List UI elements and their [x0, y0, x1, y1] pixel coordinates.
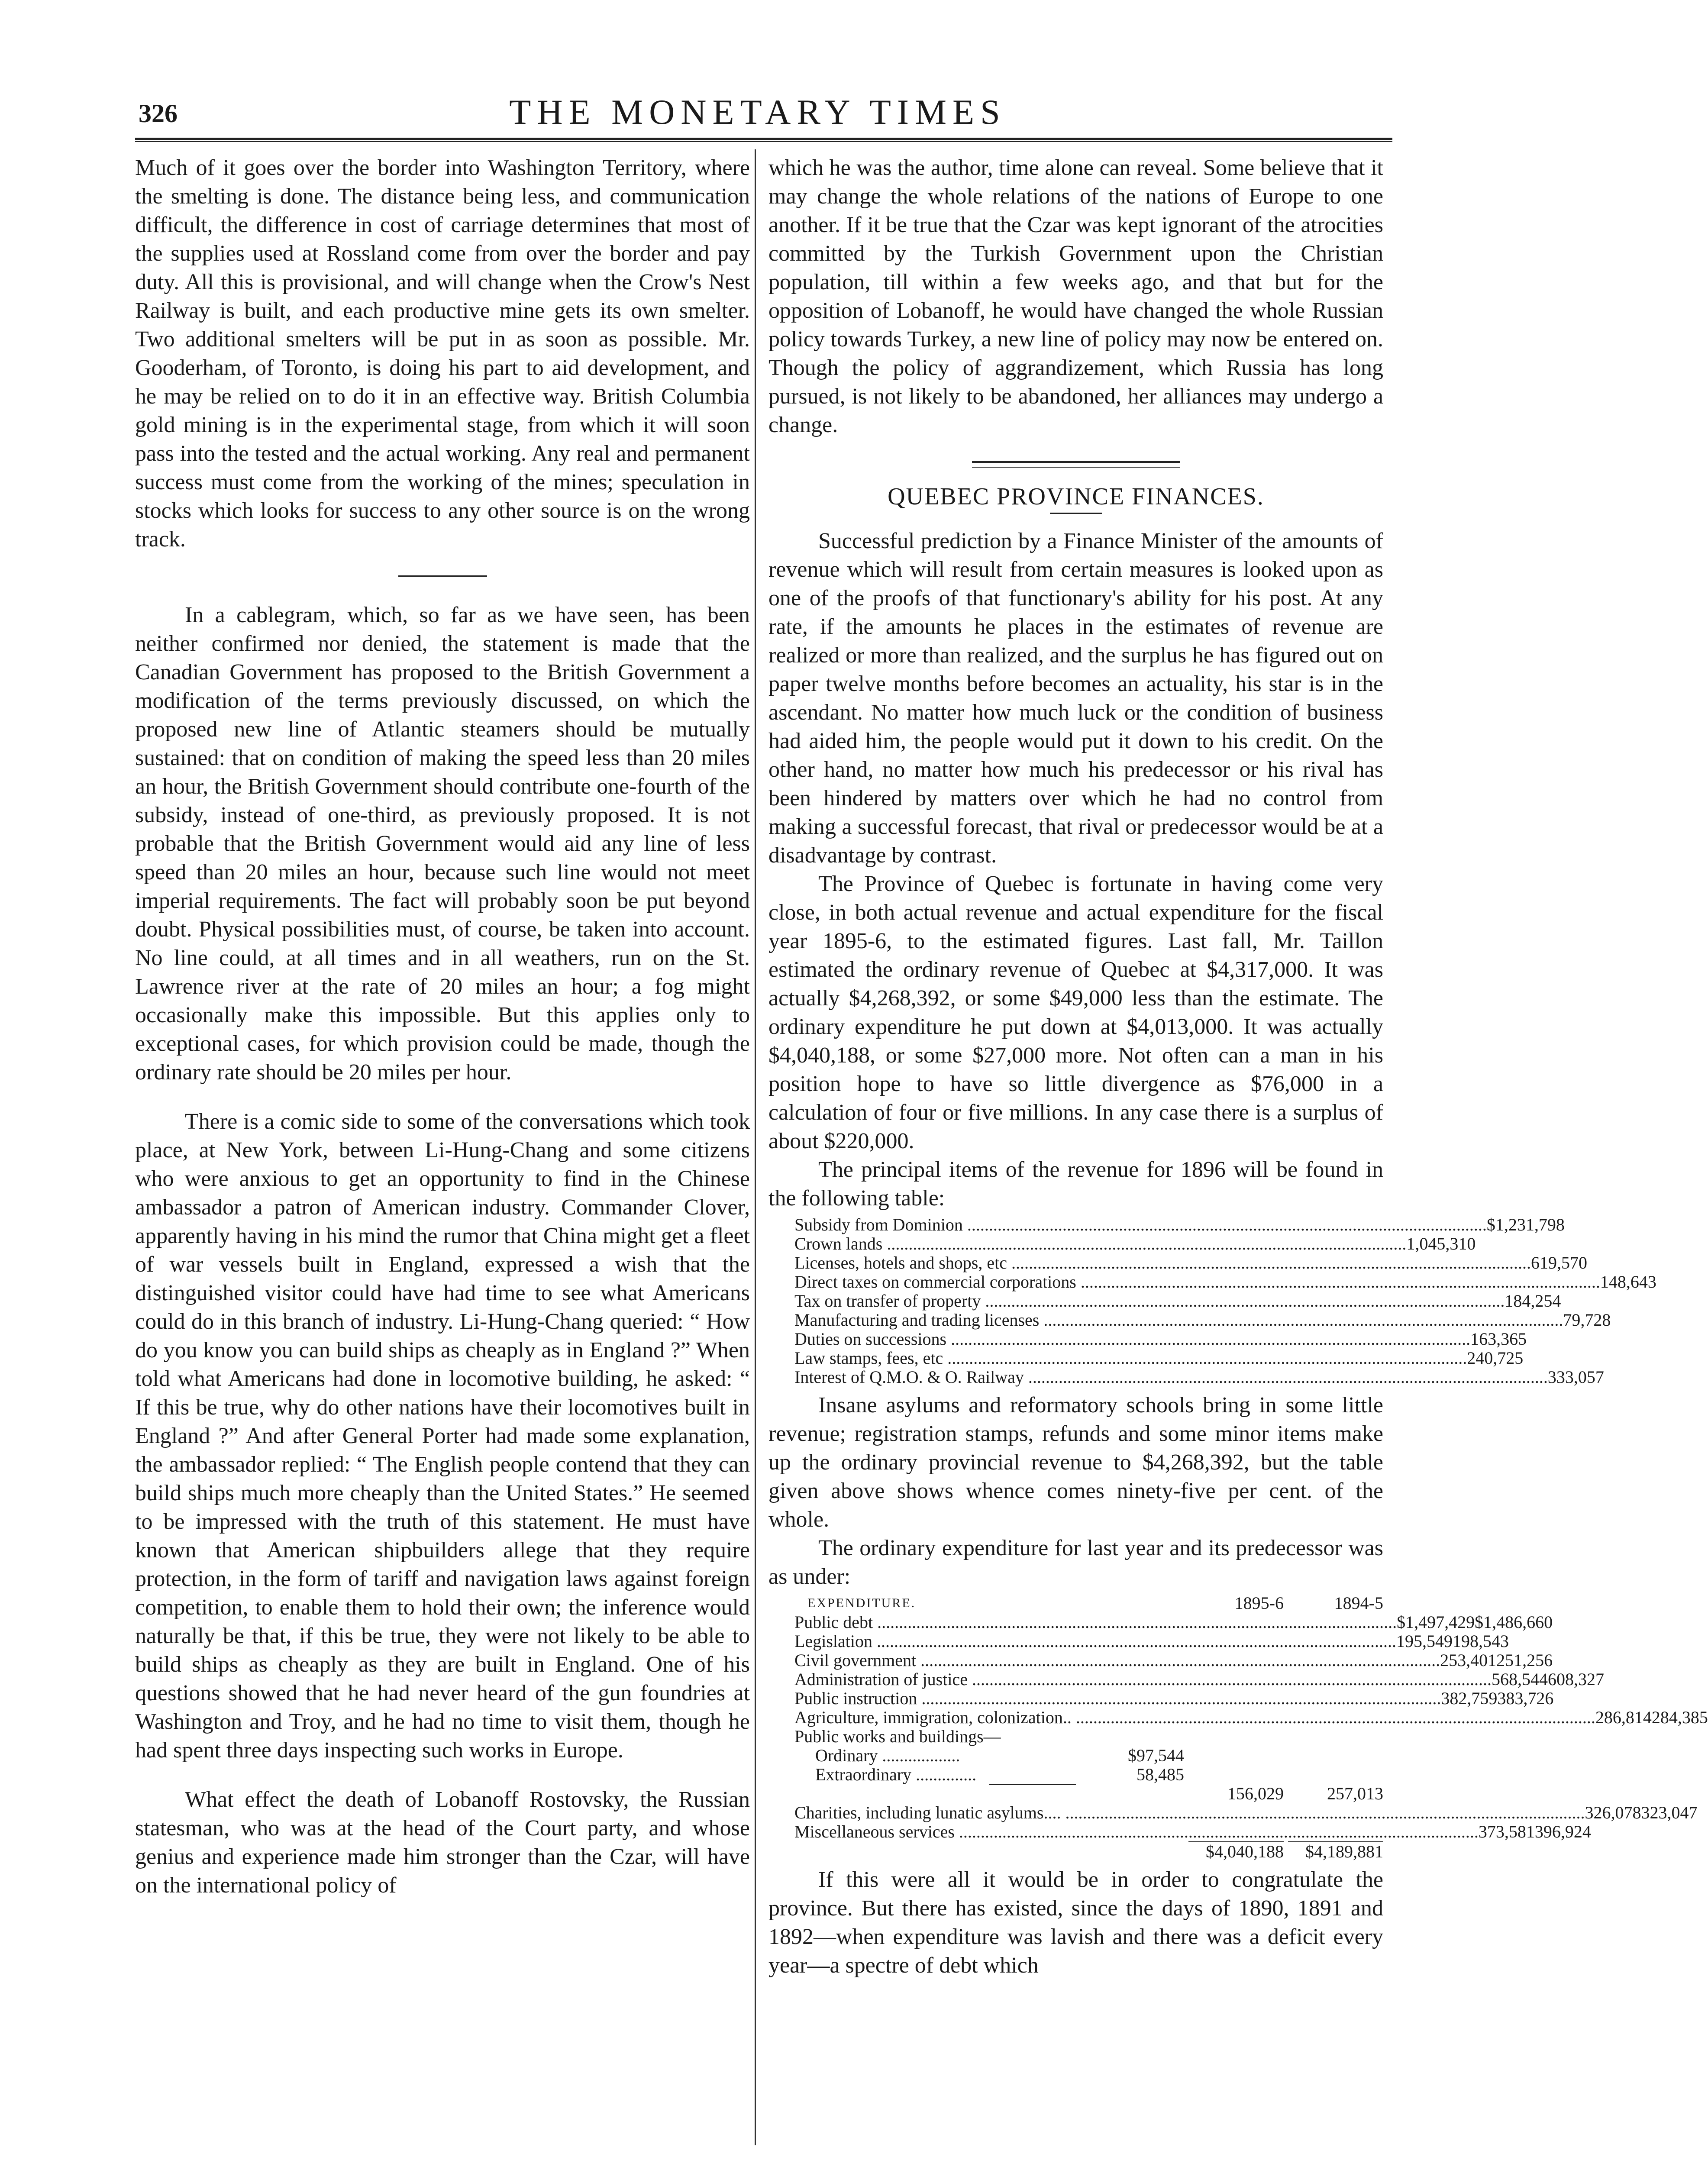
- public-works-total-row: [794, 1784, 1383, 1803]
- public-works-row: [794, 1727, 1383, 1746]
- paragraph-mining: Much of it goes over the border into Washington Territory, where the smelting is done. The distance being less, and communication difficult, the difference in cost of carriage determines that most of the supplies used at Rossland come from over the border and pay duty. All this is provisional, and will change when the Crow's Nest Railway is built, and each productive mine gets its own smelter. Two additional smelters will be put in as soon as possible. Mr. Gooderham, of Toronto, is doing his part to aid development, and he may be relied on to do it in an effective way. British Columbia gold mining is in the experimental stage, from which it will soon pass into the tested and the actual working. Any real and permanent success must come from the working of the mines; speculation in stocks which looks for success to any other source is on the wrong track.: [135, 155, 750, 552]
- expenditure-row: [794, 1650, 1553, 1670]
- ordinary-row: [794, 1746, 1383, 1765]
- paragraph-expenditure-intro: The ordinary expenditure for last year and its predecessor was as under:: [768, 1536, 1383, 1589]
- revenue-label: Law stamps, fees, etc ........................................................................................................................: [794, 1348, 1467, 1368]
- expenditure-value-1895-6: 373,581: [1478, 1822, 1535, 1841]
- column-divider: [755, 149, 756, 2145]
- public-works-label: Public works and buildings—: [794, 1727, 1001, 1746]
- revenue-label: Manufacturing and trading licenses ........................................................................................................................: [794, 1310, 1563, 1330]
- expenditure-total-row: [794, 1842, 1383, 1861]
- expenditure-row: [794, 1689, 1554, 1708]
- expenditure-row: [794, 1631, 1509, 1651]
- paragraph-lobanoff: What effect the death of Lobanoff Rostovsky, the Russian statesman, who was at the head of the Court party, and whose genius and experience made him stronger than the Czar, will have on the international policy of: [135, 1787, 750, 1898]
- revenue-value: $1,231,798: [1486, 1215, 1565, 1234]
- revenue-label: Tax on transfer of property ........................................................................................................................: [794, 1291, 1505, 1311]
- expenditure-label: Charities, including lunatic asylums.... ........................................................................................................................: [794, 1803, 1585, 1822]
- expenditure-label: Public debt ........................................................................................................................: [794, 1612, 1397, 1632]
- expenditure-row: [794, 1803, 1698, 1822]
- expenditure-label: Public instruction ........................................................................................................................: [794, 1689, 1441, 1708]
- public-works-total-2: 257,013: [1327, 1784, 1383, 1803]
- extraordinary-row: [794, 1765, 1383, 1784]
- revenue-row: [794, 1234, 1476, 1253]
- expenditure-value-1895-6: 382,759: [1441, 1689, 1498, 1708]
- revenue-label: Direct taxes on commercial corporations ........................................................................................................................: [794, 1272, 1600, 1292]
- ordinary-label: Ordinary ..................: [815, 1746, 960, 1765]
- revenue-row: [794, 1272, 1656, 1292]
- ordinary-label-text: Ordinary: [815, 1746, 878, 1765]
- revenue-label: Crown lands ........................................................................................................................: [794, 1234, 1407, 1253]
- expenditure-row: [794, 1612, 1553, 1632]
- extraordinary-label: Extraordinary ..............: [815, 1765, 977, 1784]
- title-underline: [1050, 513, 1102, 514]
- blank: [1284, 1765, 1383, 1784]
- revenue-value: 333,057: [1547, 1367, 1604, 1387]
- right-column: [768, 154, 1708, 2141]
- section-divider: [398, 575, 487, 577]
- expenditure-value-1894-5: 608,327: [1547, 1669, 1604, 1689]
- expenditure-label: Miscellaneous services ........................................................................................................................: [794, 1822, 1479, 1841]
- ordinary-value: $97,544: [1128, 1746, 1184, 1765]
- expenditure-header-row: [794, 1594, 1383, 1613]
- revenue-row: [794, 1253, 1587, 1272]
- expenditure-head-label: EXPENDITURE.: [807, 1596, 916, 1610]
- public-works-total-1: 156,029: [1227, 1784, 1284, 1803]
- extraordinary-value: 58,485: [1137, 1765, 1184, 1784]
- revenue-value: 148,643: [1600, 1272, 1656, 1292]
- revenue-label: Duties on successions ........................................................................................................................: [794, 1329, 1471, 1349]
- expenditure-value-1894-5: 323,047: [1641, 1803, 1698, 1822]
- expenditure-label: Legislation ........................................................................................................................: [794, 1631, 1396, 1651]
- revenue-row: [794, 1291, 1561, 1311]
- subtotal-line: [989, 1784, 1076, 1785]
- expenditure-table: [794, 1593, 1708, 1861]
- expenditure-row: [794, 1822, 1591, 1841]
- revenue-table: [794, 1215, 1656, 1387]
- expenditure-total-2: $4,189,881: [1305, 1842, 1383, 1861]
- expenditure-head-year2: 1894-5: [1334, 1593, 1383, 1613]
- expenditure-value-1895-6: 195,549: [1396, 1631, 1453, 1651]
- expenditure-value-1894-5: 251,256: [1496, 1650, 1553, 1670]
- expenditure-label: Civil government ........................................................................................................................: [794, 1650, 1440, 1670]
- spacer: [135, 1087, 750, 1108]
- expenditure-value-1894-5: 396,924: [1534, 1822, 1591, 1841]
- expenditure-row: [794, 1669, 1604, 1689]
- paragraph-spectre-of-debt: If this were all it would be in order to congratulate the province. But there has existed, since the days of 1890, 1891 and 1892—when expenditure was lavish and there was a deficit every year—a spectre of debt which: [768, 1867, 1383, 1978]
- revenue-label: Subsidy from Dominion ........................................................................................................................: [794, 1215, 1487, 1234]
- section-double-rule: [972, 461, 1180, 468]
- left-column: [135, 154, 750, 2141]
- revenue-value: 163,365: [1470, 1329, 1527, 1349]
- paragraph-minor-revenue: Insane asylums and reformatory schools bring in some little revenue; registration stamps, refunds and some minor items make up the ordinary provincial revenue to $4,268,392, but the table given above shows whence comes ninety-five per cent. of the whole.: [768, 1393, 1383, 1532]
- revenue-value: 184,254: [1505, 1291, 1561, 1311]
- paragraph-quebec-revenue: The Province of Quebec is fortunate in having come very close, in both actual revenue and actual expenditure for the fiscal year 1895-6, to the estimated figures. Last fall, Mr. Taillon estimated the ordinary revenue of Quebec at $4,317,000. It was actually $4,268,392, or some $49,000 less than the estimate. The ordinary expenditure he put down at $4,013,000. It was actually $4,040,188, or some $27,000 more. Not often can a man in his position hope to have so little divergence as $76,000 in a calculation of four or five millions. In any case there is a surplus of about $220,000.: [768, 872, 1383, 1153]
- extraordinary-label-text: Extraordinary: [815, 1765, 912, 1784]
- masthead-title: THE MONETARY TIMES: [509, 92, 1006, 132]
- expenditure-label: Administration of justice ........................................................................................................................: [794, 1669, 1492, 1689]
- blank: [1184, 1765, 1284, 1784]
- expenditure-value-1895-6: $1,497,429: [1397, 1612, 1475, 1632]
- paragraph-table-intro: The principal items of the revenue for 1896 will be found in the following table:: [768, 1157, 1383, 1211]
- revenue-value: 1,045,310: [1406, 1234, 1476, 1253]
- revenue-row: [794, 1329, 1527, 1349]
- expenditure-value-1894-5: 383,726: [1497, 1689, 1554, 1708]
- expenditure-total-1: $4,040,188: [1206, 1842, 1284, 1861]
- revenue-value: 79,728: [1563, 1310, 1611, 1330]
- expenditure-value-1894-5: 284,385: [1651, 1708, 1708, 1727]
- paragraph-finance-minister: Successful prediction by a Finance Minister of the amounts of revenue which will result from certain measures is looked upon as one of the proofs of that functionary's ability for his post. At any rate, if the amounts he places in the estimates of revenue are realized or more than realized, and the surplus he has figured out on paper twelve months before becomes an actuality, his star is in the ascendant. No matter how much luck or the condition of business had aided him, the people would put it down to his credit. On the other hand, no matter how much his predecessor or his rival has been hindered by matters over which he had no control from making a successful forecast, that rival or predecessor would be at a disadvantage by contrast.: [768, 529, 1383, 868]
- revenue-value: 240,725: [1467, 1348, 1524, 1368]
- expenditure-label: Agriculture, immigration, colonization.. ........................................................................................................................: [794, 1708, 1595, 1727]
- spacer: [135, 1765, 750, 1786]
- expenditure-value-1894-5: 198,543: [1452, 1631, 1509, 1651]
- expenditure-value-1895-6: 568,544: [1491, 1669, 1548, 1689]
- paragraph-czar-policy: which he was the author, time alone can reveal. Some believe that it may change the whole relations of the nations of Europe to one another. If it be true that the Czar was kept ignorant of the atrocities committed by the Turkish Government upon the Christian population, till within a few weeks ago, and that but for the opposition of Lobanoff, he would have changed the whole Russian policy towards Turkey, a new line of policy may now be entered on. Though the policy of aggrandizement, which Russia has long pursued, is not likely to be abandoned, her alliances may undergo a change.: [768, 155, 1383, 437]
- blank: [1284, 1746, 1383, 1765]
- expenditure-value-1894-5: $1,486,660: [1475, 1612, 1553, 1632]
- expenditure-value-1895-6: 253,401: [1440, 1650, 1497, 1670]
- revenue-row: [794, 1310, 1611, 1330]
- blank: [1184, 1746, 1284, 1765]
- expenditure-row: [794, 1708, 1708, 1727]
- revenue-label: Interest of Q.M.O. & O. Railway ........................................................................................................................: [794, 1367, 1548, 1387]
- expenditure-value-1895-6: 326,078: [1585, 1803, 1641, 1822]
- revenue-value: 619,570: [1531, 1253, 1587, 1272]
- page-number: 326: [139, 99, 178, 128]
- paragraph-cablegram: In a cablegram, which, so far as we have seen, has been neither confirmed nor denied, the statement is made that the Canadian Government has proposed to the British Government a modification of the terms previously discussed, on which the proposed new line of Atlantic steamers should be mutually sustained: that on condition of making the speed less than 20 miles an hour, the British Government should contribute one-fourth of the subsidy, instead of one-third, as previously proposed. It is not probable that the British Government would aid any line of less speed than 20 miles an hour, because such line would not meet imperial requirements. The fact will probably soon be put beyond doubt. Physical possibilities must, of course, be taken into account. No line could, at all times and in all weathers, run on the St. Lawrence river at the rate of 20 miles an hour; a fog might occasionally make this impossible. But this applies only to exceptional cases, for which provision could be made, though the ordinary rate should be 20 miles per hour.: [135, 603, 750, 1085]
- paragraph-li-hung-chang: There is a comic side to some of the conversations which took place, at New York, between Li-Hung-Chang and some citizens who were anxious to get an opportunity to find in the Chinese ambassador a patron of American industry. Commander Clover, apparently having in his mind the rumor that China might get a fleet of war vessels built in England, expressed a wish that the distinguished visitor could have had time to see what Americans could do in this branch of industry. Li-Hung-Chang queried: “ How do you know you can build ships as cheaply as in England ?” When told what Americans had done in locomotive building, he asked: “ If this be true, why do other nations have their locomotives built in England ?” And after General Porter had made some explanation, the ambassador replied: “ The English people contend that they can build ships much more cheaply than the United States.” He seemed to be impressed with the truth of this statement. He must have known that American shipbuilders allege that they require protection, in the form of tariff and navigation laws against foreign competition, to enable them to hold their own; the inference would naturally be that, if this be true, they were not likely to be able to build ships as cheaply as they are built in England. One of his questions showed that he had never heard of the gun foundries at Washington and Troy, and he had no time to visit them, though he had spent three days inspecting such works in Europe.: [135, 1109, 750, 1763]
- masthead-rule: [135, 138, 1392, 142]
- revenue-row: [794, 1215, 1565, 1234]
- expenditure-value-1895-6: 286,814: [1595, 1708, 1652, 1727]
- expenditure-head-year1: 1895-6: [1234, 1593, 1284, 1613]
- revenue-row: [794, 1348, 1524, 1368]
- revenue-label: Licenses, hotels and shops, etc ........................................................................................................................: [794, 1253, 1531, 1272]
- revenue-row: [794, 1367, 1604, 1387]
- section-title: QUEBEC PROVINCE FINANCES.: [888, 483, 1264, 510]
